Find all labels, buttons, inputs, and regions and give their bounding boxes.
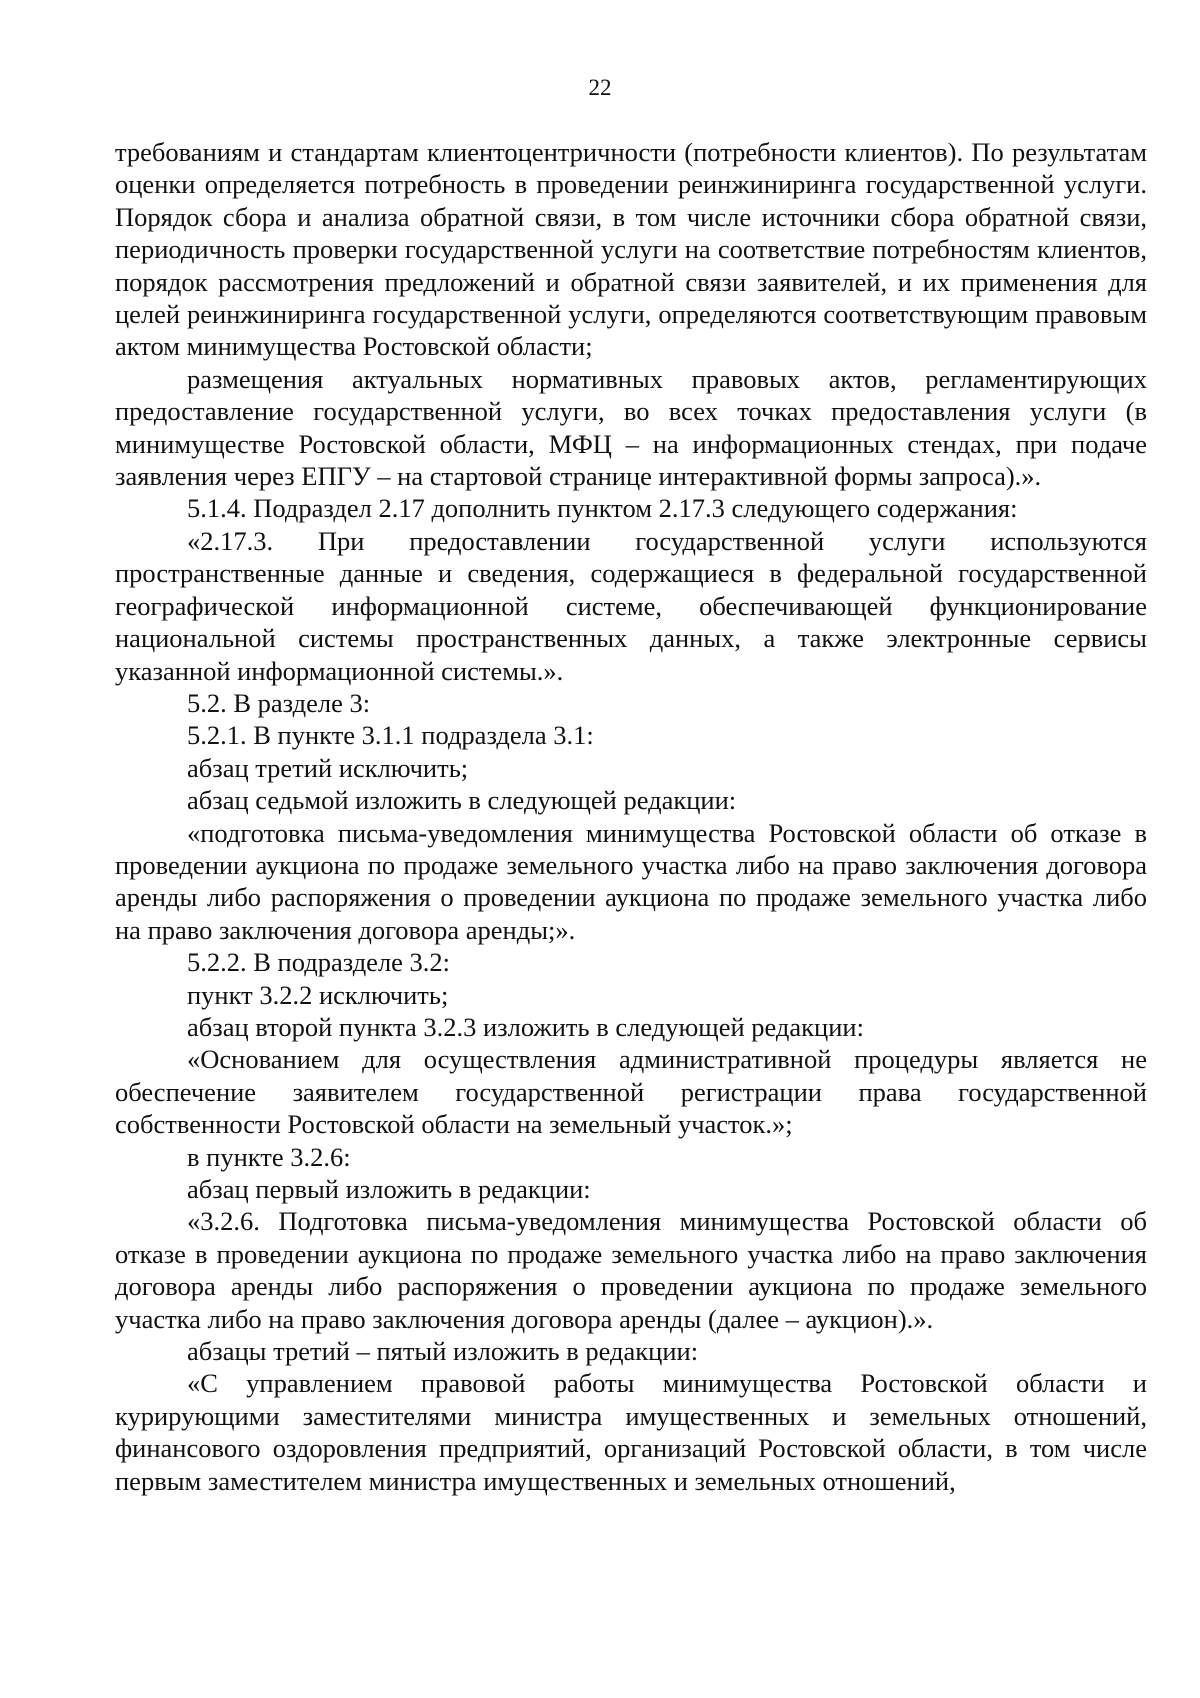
paragraph: «2.17.3. При предоставлении государственной услуги используются пространственные данные и сведения, содержащиеся в федеральной государственной географической информационной системе, обеспечивающей функционирование национальной системы пространственных данных, а также электронные сервисы указанной информационной системы.». <box>115 525 1147 686</box>
paragraph: «Основанием для осуществления административной процедуры является не обеспечение заявителем государственной регистрации права государственной собственности Ростовской области на земельный участок.»; <box>115 1044 1147 1140</box>
paragraph: размещения актуальных нормативных правовых актов, регламентирующих предоставление государственной услуги, во всех точках предоставления услуги (в минимуществе Ростовской области, МФЦ – на информационных стендах, при подаче заявления через ЕПГУ – на стартовой странице интерактивной формы запроса).». <box>115 363 1147 492</box>
paragraph: абзац седьмой изложить в следующей редакции: <box>187 785 737 816</box>
paragraph: «С управлением правовой работы минимущества Ростовской области и курирующими заместителями министра имущественных и земельных отношений, финансового оздоровления предприятий, организаций Ростовской области, в том числе первым заместителем министра имущественных и земельных отношений, <box>115 1368 1147 1496</box>
paragraph: 5.1.4. Подраздел 2.17 дополнить пунктом 2.17.3 следующего содержания: <box>187 493 1018 524</box>
paragraph: абзац второй пункта 3.2.3 изложить в следующей редакции: <box>187 1011 864 1042</box>
paragraph: абзац третий исключить; <box>187 752 469 783</box>
paragraph: 5.2.2. В подразделе 3.2: <box>187 947 451 978</box>
paragraph: пункт 3.2.2 исключить; <box>187 979 449 1010</box>
paragraph: абзац первый изложить в редакции: <box>187 1174 591 1204</box>
paragraph: абзацы третий – пятый изложить в редакции: <box>187 1336 699 1367</box>
page-number: 22 <box>588 75 612 100</box>
paragraph: в пункте 3.2.6: <box>187 1141 351 1172</box>
document-body <box>115 136 1147 1497</box>
paragraph: «3.2.6. Подготовка письма-уведомления минимущества Ростовской области об отказе в проведении аукциона по продаже земельного участка либо на право заключения договора аренды либо распоряжения о проведении аукциона по продаже земельного участка либо на право заключения договора аренды (далее – аукцион).». <box>115 1206 1147 1334</box>
paragraph: «подготовка письма-уведомления минимущества Ростовской области об отказе в проведении аукциона по продаже земельного участка либо на право заключения договора аренды либо распоряжения о проведении аукциона по продаже земельного участка либо на право заключения договора аренды;». <box>115 817 1147 945</box>
paragraph: 5.2. В разделе 3: <box>187 687 371 718</box>
paragraph: 5.2.1. В пункте 3.1.1 подраздела 3.1: <box>187 720 594 751</box>
paragraph: требованиям и стандартам клиентоцентричности (потребности клиентов). По результатам оценки определяется потребность в проведении реинжиниринга государственной услуги. Порядок сбора и анализа обратной связи, в том числе источники сбора обратной связи, периодичность проверки государственной услуги на соответствие потребностям клиентов, порядок рассмотрения предложений и обратной связи заявителей, и их применения для целей реинжиниринга государственной услуги, определяются соответствующим правовым актом минимущества Ростовской области; <box>115 137 1147 362</box>
